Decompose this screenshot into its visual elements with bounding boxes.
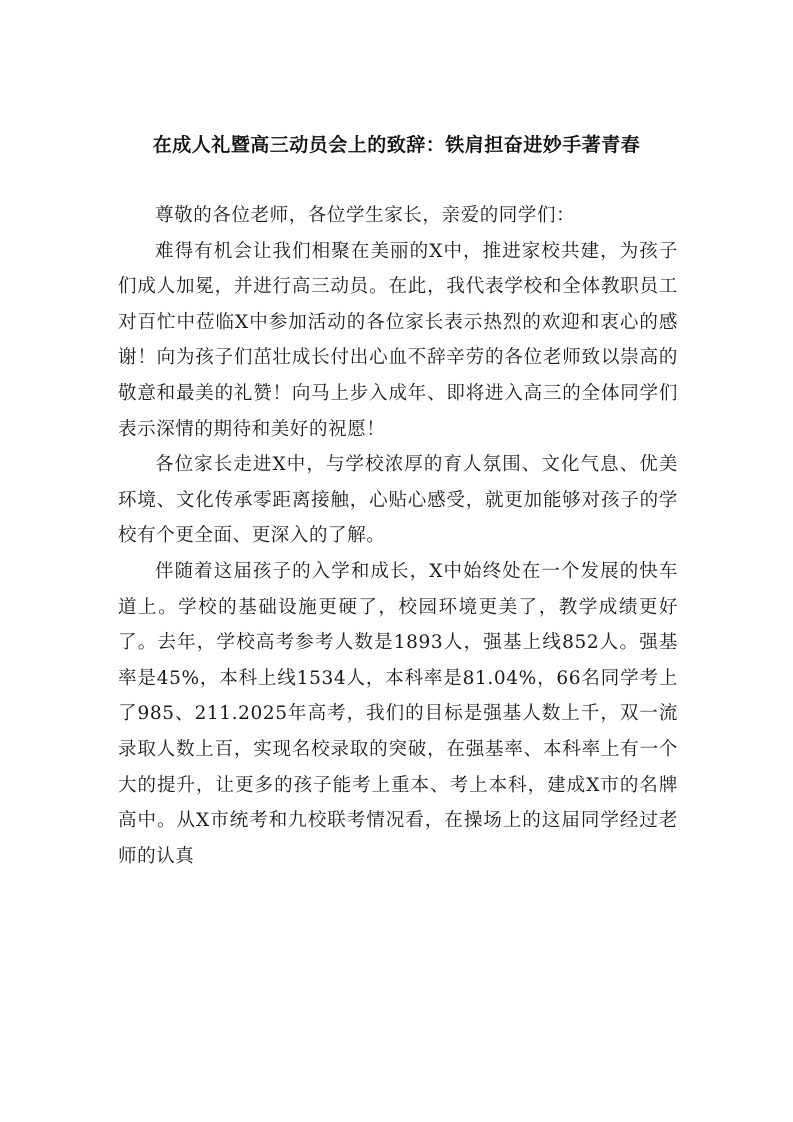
body-paragraph: 各位家长走进X中，与学校浓厚的育人氛围、文化气息、优美环境、文化传承零距离接触，心贴心感受，就更加能够对孩子的学校有个更全面、更深入的了解。 bbox=[118, 454, 678, 547]
body-paragraph: 伴随着这届孩子的入学和成长，X中始终处在一个发展的快车道上。学校的基础设施更硬了，校园环境更美了，教学成绩更好了。去年，学校高考参考人数是1893人，强基上线852人。强基率是45%，本科上线1534人，本科率是81.04%，66名同学考上了985、211.2025年高考，我们的目标是强基人数上千，双一流录取人数上百，实现名校录取的突破，在强基率、本科率上有一个大的提升，让更多的孩子能考上重本、考上本科，建成X市的名牌高中。从X市统考和九校联考情况看，在操场上的这届同学经过老师的认真 bbox=[118, 560, 678, 867]
body-paragraph: 难得有机会让我们相聚在美丽的X中，推进家校共建，为孩子们成人加冕，并进行高三动员。在此，我代表学校和全体教职员工对百忙中莅临X中参加活动的各位家长表示热烈的欢迎和衷心的感谢！向为孩子们茁壮成长付出心血不辞辛劳的各位老师致以崇高的敬意和最美的礼赞！向马上步入成年、即将进入高三的全体同学们表示深情的期待和美好的祝愿！ bbox=[118, 240, 678, 440]
document-body bbox=[118, 198, 678, 874]
salutation-paragraph: 尊敬的各位老师，各位学生家长，亲爱的同学们： bbox=[155, 205, 576, 226]
document-title: 在成人礼暨高三动员会上的致辞：铁肩担奋进妙手著青春 bbox=[152, 134, 641, 156]
